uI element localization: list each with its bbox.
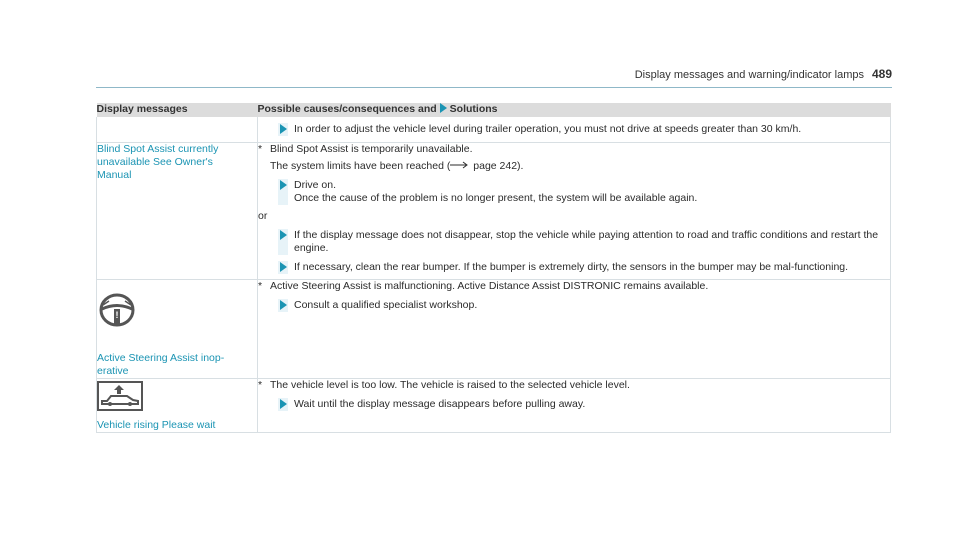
solution-step xyxy=(278,398,890,411)
page-ref-arrow-icon xyxy=(450,160,470,168)
steering-wheel-warning-icon xyxy=(97,280,257,352)
solution-text: Consult a qualified specialist workshop. xyxy=(294,299,478,311)
solution-step xyxy=(278,123,890,136)
cause-marker: * xyxy=(258,143,263,155)
solution-step xyxy=(278,229,890,255)
message-cell xyxy=(97,280,258,379)
solution-text: Wait until the display message disappears before pulling away. xyxy=(294,398,586,410)
solution-arrow-icon xyxy=(280,230,287,240)
svg-text:!: ! xyxy=(115,310,119,320)
cause-detail xyxy=(270,160,523,173)
section-title: Display messages and warning/indicator lamps xyxy=(634,69,864,81)
cause-item xyxy=(258,280,890,293)
table-header-row xyxy=(97,103,891,117)
cause-detail-text: The system limits have been reached ( xyxy=(270,160,451,172)
solution-text-block xyxy=(294,179,890,205)
cause-marker: * xyxy=(258,280,263,292)
solution-arrow-icon xyxy=(280,262,287,272)
cause-text: Blind Spot Assist is temporarily unavailable. xyxy=(270,143,473,155)
message-cell xyxy=(97,379,258,433)
table-row xyxy=(97,117,891,143)
solution-text: Drive on. xyxy=(294,179,337,191)
causes-cell xyxy=(258,117,891,143)
solution-bar xyxy=(278,299,288,312)
col-header-messages: Display messages xyxy=(97,103,258,117)
solution-arrow-icon xyxy=(440,103,447,113)
solution-step xyxy=(278,179,890,205)
page-header xyxy=(0,0,960,90)
header-rule xyxy=(96,87,892,88)
solution-text: If necessary, clean the rear bumper. If the bumper is extremely dirty, the sensors in the bumper may be mal-functioning. xyxy=(294,261,849,273)
solution-bar xyxy=(278,398,288,411)
display-message-text: Active Steering Assist inop-erative xyxy=(97,352,225,377)
solution-arrow-icon xyxy=(280,180,287,190)
table-row xyxy=(97,280,891,379)
cause-marker: * xyxy=(258,379,263,391)
col-header-causes-label: Possible causes/consequences and xyxy=(257,103,437,115)
solution-text-detail: Once the cause of the problem is no longer present, the system will be available again. xyxy=(294,192,698,204)
col-header-causes xyxy=(258,103,891,117)
table-row xyxy=(97,143,891,280)
col-header-solutions-label: Solutions xyxy=(449,103,498,115)
table-row xyxy=(97,379,891,433)
solution-bar xyxy=(278,123,288,136)
solution-text: In order to adjust the vehicle level during trailer operation, you must not drive at speeds greater than 30 km/h. xyxy=(294,123,802,135)
cause-text: The vehicle level is too low. The vehicle is raised to the selected vehicle level. xyxy=(270,379,630,391)
causes-cell xyxy=(258,379,891,433)
display-message-text: Blind Spot Assist currently unavailable See Owner's Manual xyxy=(97,143,219,181)
or-separator: or xyxy=(258,210,268,222)
solution-text: If the display message does not disappear, stop the vehicle while paying attention to road and traffic conditions and restart the engine. xyxy=(294,229,879,254)
causes-cell xyxy=(258,280,891,379)
page-number: 489 xyxy=(871,67,892,81)
vehicle-rising-icon xyxy=(97,379,257,419)
page-reference-link[interactable]: page 242). xyxy=(473,160,524,172)
solution-bar xyxy=(278,261,288,274)
solution-step xyxy=(278,261,890,274)
causes-cell xyxy=(258,143,891,280)
solution-arrow-icon xyxy=(280,399,287,409)
solution-bar xyxy=(278,179,288,205)
display-messages-table xyxy=(96,103,891,433)
solution-arrow-icon xyxy=(280,124,287,134)
solution-arrow-icon xyxy=(280,300,287,310)
message-cell xyxy=(97,143,258,280)
cause-text: Active Steering Assist is malfunctioning. Active Distance Assist DISTRONIC remains available. xyxy=(270,280,709,292)
cause-item xyxy=(258,143,890,173)
message-cell xyxy=(97,117,258,143)
cause-item xyxy=(258,379,890,392)
display-message-text: Vehicle rising Please wait xyxy=(97,419,216,431)
solution-bar xyxy=(278,229,288,255)
solution-step xyxy=(278,299,890,312)
